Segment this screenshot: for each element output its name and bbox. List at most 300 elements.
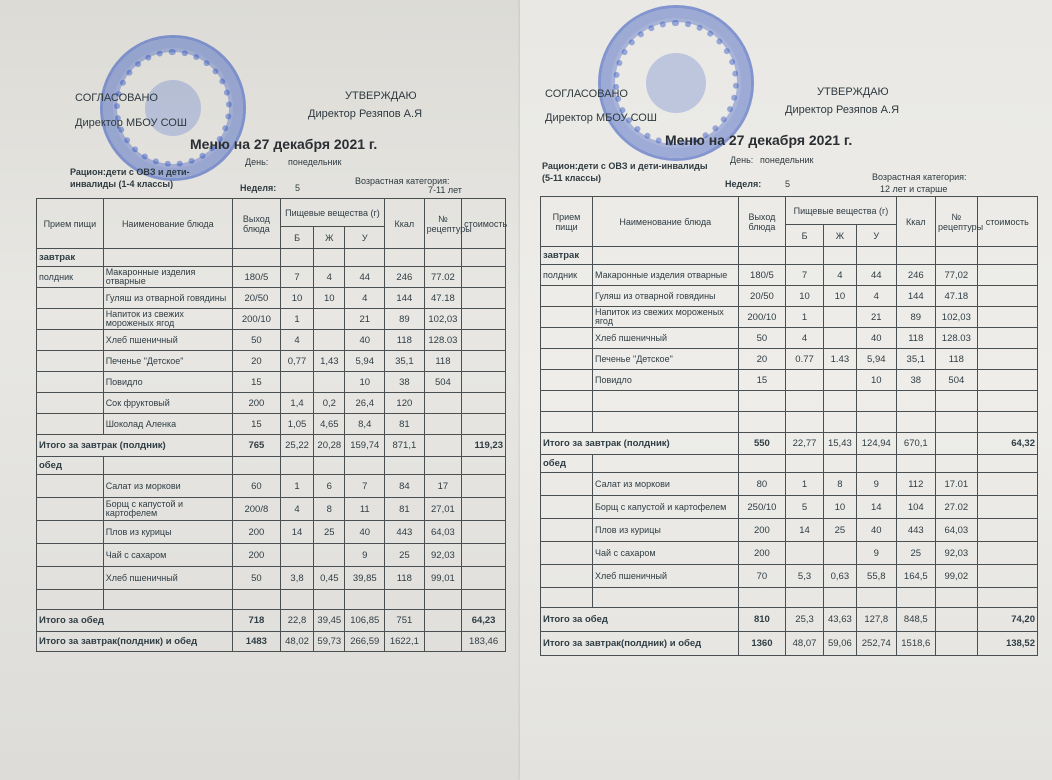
- dish-name: Борщ с капустой и картофелем: [592, 496, 738, 519]
- total-yield: 1483: [232, 632, 280, 652]
- dish-protein: 10: [280, 288, 313, 309]
- day-value: понедельник: [760, 155, 814, 165]
- dish-cost: [462, 567, 506, 590]
- menu-row: [541, 412, 1038, 433]
- menu-title: Меню на 27 декабря 2021 г.: [190, 136, 378, 152]
- dish-kcal: 38: [385, 372, 425, 393]
- dish-cost: [977, 286, 1037, 307]
- header-recipe: № рецептуры: [424, 199, 462, 249]
- total-u: 252,74: [857, 632, 897, 656]
- week-label: Неделя:: [725, 179, 762, 189]
- seal-stamp: [100, 35, 246, 181]
- total-yield: 550: [738, 433, 786, 455]
- dish-fat: [823, 370, 856, 391]
- dish-cost: [462, 475, 506, 498]
- menu-row: [37, 544, 506, 567]
- total-yield: 718: [232, 610, 280, 632]
- total-kcal: 1518,6: [896, 632, 936, 656]
- total-yield: 765: [232, 435, 280, 457]
- section-lunch-label: обед: [541, 455, 593, 473]
- menu-row: [37, 288, 506, 309]
- dish-carbs: 7: [345, 475, 385, 498]
- dish-recipe: [936, 391, 978, 412]
- dish-fat: 25: [314, 521, 345, 544]
- age-value: 12 лет и старше: [880, 184, 948, 194]
- dish-protein: 14: [786, 519, 823, 542]
- dish-cost: [977, 265, 1037, 286]
- dish-name: Печенье "Детское": [592, 349, 738, 370]
- dish-fat: [314, 544, 345, 567]
- menu-row: [541, 542, 1038, 565]
- total-zh: 39,45: [314, 610, 345, 632]
- total-b: 22,77: [786, 433, 823, 455]
- header-zh: Ж: [823, 225, 856, 247]
- total-cost: 183,46: [462, 632, 506, 652]
- dish-name: Хлеб пшеничный: [592, 328, 738, 349]
- dish-carbs: 5,94: [345, 351, 385, 372]
- week-value: 5: [295, 183, 301, 193]
- header-nutrients: Пищевые вещества (г): [280, 199, 384, 227]
- dish-protein: 1: [786, 473, 823, 496]
- dish-fat: [823, 307, 856, 328]
- dish-kcal: 112: [896, 473, 936, 496]
- dish-recipe: 102,03: [424, 309, 462, 330]
- dish-kcal: 35,1: [385, 351, 425, 372]
- dish-protein: 4: [280, 330, 313, 351]
- header-dish: Наименование блюда: [592, 197, 738, 247]
- meal-cell: полдник: [541, 265, 593, 286]
- total-zh: 43,63: [823, 608, 856, 632]
- dish-yield: 20: [232, 351, 280, 372]
- header-recipe: № рецептуры: [936, 197, 978, 247]
- dish-recipe: 47.18: [424, 288, 462, 309]
- dish-kcal: 35,1: [896, 349, 936, 370]
- dish-kcal: 25: [896, 542, 936, 565]
- header-yield: Выход блюда: [232, 199, 280, 249]
- dish-protein: 7: [280, 267, 313, 288]
- dish-protein: 4: [280, 498, 313, 521]
- dish-yield: 15: [232, 414, 280, 435]
- dish-recipe: 17.01: [936, 473, 978, 496]
- dish-kcal: 81: [385, 414, 425, 435]
- dish-fat: 0,63: [823, 565, 856, 588]
- dish-yield: 20: [738, 349, 786, 370]
- dish-kcal: 89: [385, 309, 425, 330]
- dish-carbs: 39,85: [345, 567, 385, 590]
- meal-cell: [541, 307, 593, 328]
- dish-recipe: 27.02: [936, 496, 978, 519]
- dish-yield: 50: [232, 330, 280, 351]
- section-breakfast-label: завтрак: [541, 247, 593, 265]
- dish-recipe: 92,03: [424, 544, 462, 567]
- dish-cost: [977, 496, 1037, 519]
- total-recipe: [936, 608, 978, 632]
- dish-recipe: 92,03: [936, 542, 978, 565]
- dish-name: Салат из моркови: [103, 475, 232, 498]
- dish-cost: [977, 307, 1037, 328]
- dish-cost: [462, 414, 506, 435]
- dish-carbs: 10: [857, 370, 897, 391]
- total-yield: 810: [738, 608, 786, 632]
- dish-carbs: 40: [345, 521, 385, 544]
- dish-carbs: 8,4: [345, 414, 385, 435]
- meal-cell: [37, 567, 104, 590]
- dish-fat: [314, 309, 345, 330]
- header-zh: Ж: [314, 227, 345, 249]
- total-kcal: 1622,1: [385, 632, 425, 652]
- total-u: 159,74: [345, 435, 385, 457]
- menu-row: [37, 267, 506, 288]
- dish-fat: [823, 391, 856, 412]
- meal-cell: [37, 330, 104, 351]
- dish-cost: [977, 370, 1037, 391]
- dish-recipe: 27,01: [424, 498, 462, 521]
- dish-yield: 200/8: [232, 498, 280, 521]
- dish-kcal: 118: [385, 330, 425, 351]
- dish-yield: 15: [738, 370, 786, 391]
- total-recipe: [424, 435, 462, 457]
- age-label: Возрастная категория:: [355, 176, 450, 186]
- dish-protein: 3,8: [280, 567, 313, 590]
- lunch-total-row: [541, 608, 1038, 632]
- meal-cell: полдник: [37, 267, 104, 288]
- total-recipe: [936, 433, 978, 455]
- total-b: 48,07: [786, 632, 823, 656]
- dish-yield: 200/10: [738, 307, 786, 328]
- dish-protein: [786, 412, 823, 433]
- dish-recipe: 504: [936, 370, 978, 391]
- dish-fat: 4: [823, 265, 856, 286]
- menu-row: [541, 370, 1038, 391]
- menu-row: [37, 521, 506, 544]
- dish-carbs: 44: [345, 267, 385, 288]
- menu-row: [37, 351, 506, 372]
- dish-protein: 1,05: [280, 414, 313, 435]
- dish-protein: 10: [786, 286, 823, 307]
- dish-kcal: 25: [385, 544, 425, 567]
- dish-name: Хлеб пшеничный: [592, 565, 738, 588]
- dish-protein: [786, 370, 823, 391]
- total-label: Итого за завтрак (полдник): [541, 433, 739, 455]
- dish-fat: [314, 330, 345, 351]
- dish-yield: 80: [738, 473, 786, 496]
- dish-name: Салат из моркови: [592, 473, 738, 496]
- dish-name: Печенье "Детское": [103, 351, 232, 372]
- dish-name: Гуляш из отварной говядины: [592, 286, 738, 307]
- dish-kcal: 118: [385, 567, 425, 590]
- dish-carbs: 14: [857, 496, 897, 519]
- dish-protein: 14: [280, 521, 313, 544]
- dish-yield: 60: [232, 475, 280, 498]
- menu-row: [37, 372, 506, 393]
- dish-yield: 200: [738, 519, 786, 542]
- dish-recipe: 128.03: [936, 328, 978, 349]
- dish-yield: [738, 412, 786, 433]
- dish-name: Напиток из свежих мороженых ягод: [103, 309, 232, 330]
- ration-text: Рацион:дети с ОВЗ и дети-инвалиды (5-11 классы): [542, 161, 708, 183]
- director-school: Директор МБОУ СОШ: [75, 117, 187, 129]
- menu-row: [541, 496, 1038, 519]
- meal-cell: [541, 370, 593, 391]
- dish-cost: [462, 521, 506, 544]
- header-dish: Наименование блюда: [103, 199, 232, 249]
- meal-cell: [541, 565, 593, 588]
- total-kcal: 848,5: [896, 608, 936, 632]
- header-cost: стоимость: [462, 199, 506, 249]
- director-school: Директор МБОУ СОШ: [545, 112, 657, 124]
- dish-carbs: 9: [345, 544, 385, 567]
- total-label: Итого за завтрак(полдник) и обед: [541, 632, 739, 656]
- dish-fat: 10: [823, 496, 856, 519]
- dish-fat: 0,45: [314, 567, 345, 590]
- total-yield: 1360: [738, 632, 786, 656]
- meal-cell: [541, 328, 593, 349]
- total-zh: 20,28: [314, 435, 345, 457]
- menu-table-right: [540, 196, 1038, 656]
- dish-carbs: 40: [857, 519, 897, 542]
- dish-name: Чай с сахаром: [592, 542, 738, 565]
- day-label: День:: [245, 157, 269, 167]
- meal-cell: [541, 391, 593, 412]
- dish-carbs: 21: [345, 309, 385, 330]
- dish-carbs: 5,94: [857, 349, 897, 370]
- breakfast-total-row: [37, 435, 506, 457]
- header-u: У: [345, 227, 385, 249]
- dish-carbs: 11: [345, 498, 385, 521]
- total-cost: 64,32: [977, 433, 1037, 455]
- dish-recipe: 77.02: [424, 267, 462, 288]
- dish-kcal: 443: [385, 521, 425, 544]
- header-cost: стоимость: [977, 197, 1037, 247]
- total-cost: 119,23: [462, 435, 506, 457]
- dish-kcal: 144: [385, 288, 425, 309]
- dish-yield: 15: [232, 372, 280, 393]
- dish-cost: [462, 544, 506, 567]
- dish-protein: [786, 542, 823, 565]
- grand-total-row: [37, 632, 506, 652]
- dish-protein: [280, 544, 313, 567]
- total-u: 124,94: [857, 433, 897, 455]
- dish-kcal: 246: [896, 265, 936, 286]
- dish-protein: 1: [280, 475, 313, 498]
- header-kcal: Ккал: [896, 197, 936, 247]
- meal-cell: [541, 496, 593, 519]
- dish-yield: 50: [738, 328, 786, 349]
- dish-name: Чай с сахаром: [103, 544, 232, 567]
- dish-kcal: 118: [896, 328, 936, 349]
- section-breakfast-label: завтрак: [37, 249, 104, 267]
- total-label: Итого за обед: [541, 608, 739, 632]
- meal-cell: [541, 473, 593, 496]
- dish-name: Повидло: [103, 372, 232, 393]
- dish-recipe: 118: [936, 349, 978, 370]
- meal-cell: [37, 372, 104, 393]
- menu-row: [541, 265, 1038, 286]
- dish-cost: [977, 565, 1037, 588]
- meal-cell: [37, 351, 104, 372]
- dish-protein: 1: [280, 309, 313, 330]
- dish-recipe: [424, 414, 462, 435]
- dish-carbs: 21: [857, 307, 897, 328]
- total-recipe: [424, 632, 462, 652]
- dish-yield: [738, 391, 786, 412]
- dish-kcal: 164,5: [896, 565, 936, 588]
- header-u: У: [857, 225, 897, 247]
- dish-carbs: 26,4: [345, 393, 385, 414]
- breakfast-total-row: [541, 433, 1038, 455]
- header-meal: Прием пищи: [541, 197, 593, 247]
- dish-kcal: [896, 391, 936, 412]
- dish-fat: 4: [314, 267, 345, 288]
- dish-yield: 20/50: [232, 288, 280, 309]
- dish-name: Борщ с капустой и картофелем: [103, 498, 232, 521]
- dish-name: Хлеб пшеничный: [103, 567, 232, 590]
- header-kcal: Ккал: [385, 199, 425, 249]
- dish-name: Сок фруктовый: [103, 393, 232, 414]
- week-value: 5: [785, 179, 791, 189]
- section-lunch-label: обед: [37, 457, 104, 475]
- dish-kcal: [896, 412, 936, 433]
- dish-carbs: [857, 391, 897, 412]
- dish-recipe: 99,01: [424, 567, 462, 590]
- dish-fat: [314, 372, 345, 393]
- dish-fat: 0,2: [314, 393, 345, 414]
- menu-title: Меню на 27 декабря 2021 г.: [665, 132, 853, 148]
- total-b: 48,02: [280, 632, 313, 652]
- total-recipe: [424, 610, 462, 632]
- dish-recipe: [424, 393, 462, 414]
- meal-cell: [541, 519, 593, 542]
- dish-recipe: 504: [424, 372, 462, 393]
- dish-cost: [462, 372, 506, 393]
- dish-fat: 1.43: [823, 349, 856, 370]
- dish-carbs: 9: [857, 542, 897, 565]
- total-b: 25,22: [280, 435, 313, 457]
- week-label: Неделя:: [240, 183, 277, 193]
- dish-recipe: 128.03: [424, 330, 462, 351]
- dish-fat: 10: [823, 286, 856, 307]
- dish-yield: 200: [232, 521, 280, 544]
- dish-fat: [823, 412, 856, 433]
- meal-cell: [37, 521, 104, 544]
- dish-cost: [977, 349, 1037, 370]
- dish-fat: [823, 542, 856, 565]
- dish-protein: 0.77: [786, 349, 823, 370]
- dish-carbs: 44: [857, 265, 897, 286]
- dish-kcal: 443: [896, 519, 936, 542]
- dish-fat: 25: [823, 519, 856, 542]
- dish-cost: [462, 330, 506, 351]
- dish-carbs: [857, 412, 897, 433]
- dish-protein: 5,3: [786, 565, 823, 588]
- day-label: День:: [730, 155, 754, 165]
- dish-kcal: 104: [896, 496, 936, 519]
- menu-row: [37, 414, 506, 435]
- meal-cell: [541, 286, 593, 307]
- dish-kcal: 84: [385, 475, 425, 498]
- dish-protein: 4: [786, 328, 823, 349]
- dish-yield: 50: [232, 567, 280, 590]
- menu-row: [37, 393, 506, 414]
- dish-fat: 8: [823, 473, 856, 496]
- dish-protein: 7: [786, 265, 823, 286]
- total-label: Итого за обед: [37, 610, 233, 632]
- meal-cell: [37, 498, 104, 521]
- director-name: Директор Резяпов А.Я: [308, 108, 423, 120]
- dish-recipe: 17: [424, 475, 462, 498]
- dish-yield: 180/5: [738, 265, 786, 286]
- menu-table-left: [36, 198, 506, 652]
- header-b: Б: [786, 225, 823, 247]
- dish-fat: 6: [314, 475, 345, 498]
- dish-name: Гуляш из отварной говядины: [103, 288, 232, 309]
- menu-sheet-right: [520, 0, 1052, 780]
- dish-cost: [977, 473, 1037, 496]
- dish-kcal: 246: [385, 267, 425, 288]
- dish-carbs: 9: [857, 473, 897, 496]
- meal-cell: [541, 542, 593, 565]
- total-b: 22,8: [280, 610, 313, 632]
- age-label: Возрастная категория:: [872, 172, 967, 182]
- dish-carbs: 40: [857, 328, 897, 349]
- dish-recipe: 64,03: [936, 519, 978, 542]
- dish-cost: [977, 519, 1037, 542]
- total-u: 266,59: [345, 632, 385, 652]
- director-name: Директор Резяпов А.Я: [785, 104, 900, 116]
- header-meal: Прием пищи: [37, 199, 104, 249]
- dish-cost: [462, 351, 506, 372]
- menu-row: [541, 473, 1038, 496]
- dish-protein: 1,4: [280, 393, 313, 414]
- dish-recipe: 64,03: [424, 521, 462, 544]
- dish-cost: [977, 328, 1037, 349]
- dish-kcal: 38: [896, 370, 936, 391]
- dish-protein: [786, 391, 823, 412]
- dish-fat: 1,43: [314, 351, 345, 372]
- dish-cost: [462, 498, 506, 521]
- menu-row: [37, 309, 506, 330]
- menu-row: [541, 391, 1038, 412]
- meal-cell: [37, 475, 104, 498]
- approve-label: УТВЕРЖДАЮ: [817, 86, 889, 98]
- dish-fat: 8: [314, 498, 345, 521]
- dish-kcal: 89: [896, 307, 936, 328]
- grand-total-row: [541, 632, 1038, 656]
- dish-name: Макаронные изделия отварные: [592, 265, 738, 286]
- dish-name: Макаронные изделия отварные: [103, 267, 232, 288]
- dish-name: [592, 412, 738, 433]
- total-zh: 15,43: [823, 433, 856, 455]
- menu-row: [541, 328, 1038, 349]
- dish-name: Хлеб пшеничный: [103, 330, 232, 351]
- total-zh: 59,06: [823, 632, 856, 656]
- total-cost: 138,52: [977, 632, 1037, 656]
- menu-row: [541, 307, 1038, 328]
- dish-carbs: 4: [345, 288, 385, 309]
- total-kcal: 670,1: [896, 433, 936, 455]
- age-value: 7-11 лет: [428, 185, 462, 195]
- dish-protein: [280, 372, 313, 393]
- dish-kcal: 120: [385, 393, 425, 414]
- dish-cost: [462, 267, 506, 288]
- approve-label: УТВЕРЖДАЮ: [345, 90, 417, 102]
- header-yield: Выход блюда: [738, 197, 786, 247]
- dish-carbs: 55,8: [857, 565, 897, 588]
- meal-cell: [541, 412, 593, 433]
- total-label: Итого за завтрак(полдник) и обед: [37, 632, 233, 652]
- menu-row: [37, 567, 506, 590]
- menu-row: [37, 330, 506, 351]
